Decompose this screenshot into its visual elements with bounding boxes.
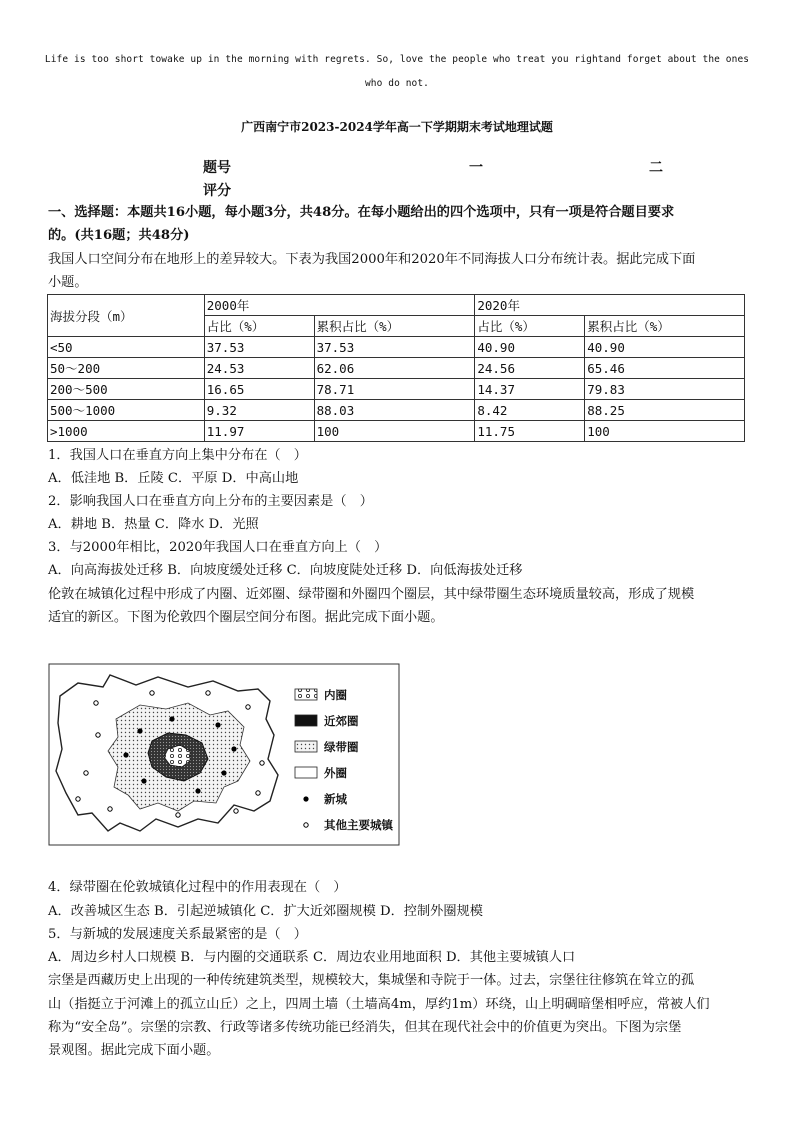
- table-cell: 9.32: [204, 400, 314, 421]
- table-header-cum-2020: 累积占比（%）: [585, 316, 745, 337]
- question-5-options: A．周边乡村人口规模 B．与内圈的交通联系 C．周边农业用地面积 D．其他主要城镇人口: [48, 950, 576, 965]
- table-cell: 100: [314, 421, 475, 442]
- table-header-altitude: 海拔分段（m）: [48, 295, 205, 337]
- table-row: [48, 337, 745, 358]
- exam-title: 广西南宁市2023-2024学年高一下学期期末考试地理试题: [241, 120, 553, 134]
- score-row-label-number: 题号: [203, 160, 231, 176]
- legend-label-green-belt: 绿带圈: [324, 740, 359, 754]
- table-row: [48, 421, 745, 442]
- question-2-stem: 2．影响我国人口在垂直方向上分布的主要因素是（ ）: [48, 494, 373, 509]
- table-cell: 40.90: [475, 337, 585, 358]
- legend-label-new-town: 新城: [324, 792, 347, 806]
- score-col-1: 一: [469, 160, 483, 176]
- section-heading-line-2: 的。(共16题；共48分): [48, 228, 190, 243]
- motto-line-2: who do not.: [364, 78, 429, 89]
- intro3-line-4: 景观图。据此完成下面小题。: [48, 1043, 220, 1058]
- intro3-line-2: 山（指挺立于河滩上的孤立山丘）之上，四周土墙（土墙高4m，厚约1m）环绕，山上明碉暗堡相呼应，常被人们: [48, 997, 710, 1012]
- question-3-stem: 3．与2000年相比，2020年我国人口在垂直方向上（ ）: [48, 540, 388, 555]
- legend-marker-new-town: [303, 796, 308, 801]
- table-header-share-2000: 占比（%）: [204, 316, 314, 337]
- table-cell: 65.46: [585, 358, 745, 379]
- intro2-line-2: 适宜的新区。下图为伦敦四个圈层空间分布图。据此完成下面小题。: [48, 610, 444, 625]
- table-cell: 62.06: [314, 358, 475, 379]
- legend-swatch-near-suburb: [295, 715, 317, 726]
- table-cell: 40.90: [585, 337, 745, 358]
- score-col-2: 二: [649, 160, 663, 176]
- legend-label-outer: 外圈: [324, 766, 347, 780]
- table-cell: 200～500: [48, 379, 205, 400]
- question-5-stem: 5．与新城的发展速度关系最紧密的是（ ）: [48, 927, 307, 942]
- table-cell: 11.97: [204, 421, 314, 442]
- legend-label-inner: 内圈: [324, 688, 347, 702]
- table-header-share-2020: 占比（%）: [475, 316, 585, 337]
- legend-swatch-outer: [295, 767, 317, 778]
- table-header-2000: 2000年: [204, 295, 475, 316]
- table-cell: 14.37: [475, 379, 585, 400]
- table-cell: 37.53: [204, 337, 314, 358]
- intro3-line-3: 称为“安全岛”。宗堡的宗教、行政等诸多传统功能已经消失，但其在现代社会中的价值更为突出。下图为宗堡: [48, 1020, 682, 1035]
- intro3-line-1: 宗堡是西藏历史上出现的一种传统建筑类型，规模较大，集城堡和寺院于一体。过去，宗堡往往修筑在耸立的孤: [48, 973, 695, 988]
- legend-swatch-green-belt: [295, 741, 317, 752]
- question-2-options: A．耕地 B．热量 C．降水 D．光照: [48, 517, 259, 532]
- table-cell: 500～1000: [48, 400, 205, 421]
- table-cell: <50: [48, 337, 205, 358]
- table-cell: 88.03: [314, 400, 475, 421]
- table-cell: 79.83: [585, 379, 745, 400]
- altitude-population-table: [47, 294, 745, 442]
- table-row: [48, 400, 745, 421]
- table-cell: >1000: [48, 421, 205, 442]
- table-cell: 16.65: [204, 379, 314, 400]
- table-header-2020: 2020年: [475, 295, 745, 316]
- table-row: [48, 358, 745, 379]
- question-3-options: A．向高海拔处迁移 B．向坡度缓处迁移 C．向坡度陡处迁移 D．向低海拔处迁移: [48, 563, 523, 578]
- legend-marker-other-town: [304, 823, 308, 827]
- london-rings-map: [48, 663, 400, 846]
- question-1-options: A．低洼地 B．丘陵 C．平原 D．中高山地: [48, 471, 299, 486]
- table-cell: 50～200: [48, 358, 205, 379]
- intro1-line-1: 我国人口空间分布在地形上的差异较大。下表为我国2000年和2020年不同海拔人口分布统计表。据此完成下面: [48, 252, 696, 267]
- table-cell: 24.53: [204, 358, 314, 379]
- legend-label-near-suburb: 近郊圈: [324, 714, 359, 728]
- score-row-label-score: 评分: [203, 183, 231, 199]
- table-row: [48, 379, 745, 400]
- intro1-line-2: 小题。: [48, 275, 88, 290]
- intro2-line-1: 伦敦在城镇化过程中形成了内圈、近郊圈、绿带圈和外圈四个圈层，其中绿带圈生态环境质量较高，形成了规模: [48, 587, 695, 602]
- motto-line-1: Life is too short towake up in the morning with regrets. So, love the people who treat you rightand forget about the ones: [44, 54, 750, 65]
- table-cell: 24.56: [475, 358, 585, 379]
- table-header-cum-2000: 累积占比（%）: [314, 316, 475, 337]
- table-cell: 8.42: [475, 400, 585, 421]
- table-header-row: [48, 295, 745, 316]
- table-cell: 100: [585, 421, 745, 442]
- question-4-options: A．改善城区生态 B．引起逆城镇化 C．扩大近郊圈规模 D．控制外圈规模: [48, 904, 483, 919]
- table-cell: 37.53: [314, 337, 475, 358]
- question-1-stem: 1．我国人口在垂直方向上集中分布在（ ）: [48, 448, 307, 463]
- table-cell: 78.71: [314, 379, 475, 400]
- legend-label-other-town: 其他主要城镇: [324, 818, 393, 832]
- section-heading-line-1: 一、选择题：本题共16小题，每小题3分，共48分。在每小题给出的四个选项中，只有一项是符合题目要求: [48, 205, 675, 220]
- table-cell: 88.25: [585, 400, 745, 421]
- question-4-stem: 4．绿带圈在伦敦城镇化过程中的作用表现在（ ）: [48, 880, 347, 895]
- table-cell: 11.75: [475, 421, 585, 442]
- legend-swatch-inner: [295, 689, 317, 700]
